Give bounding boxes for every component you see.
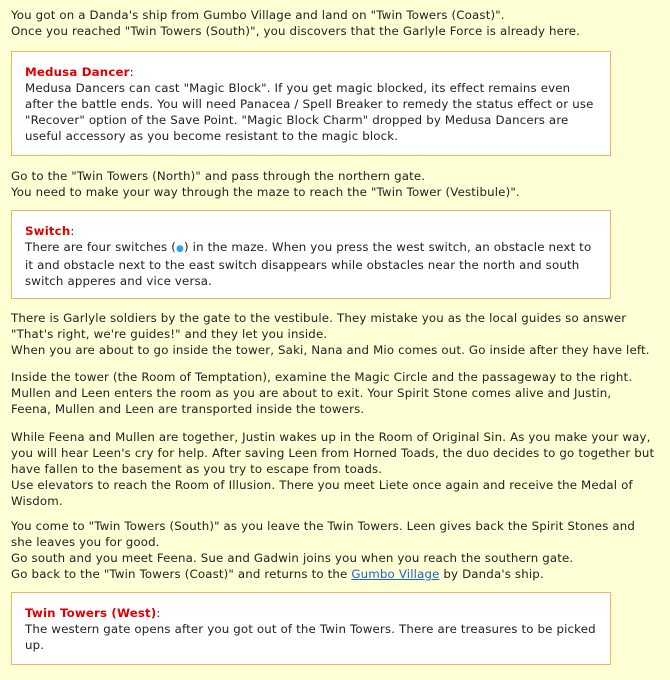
original-sin-line: Use elevators to reach the Room of Illusion. There you meet Liete once again and receive the Medal of	[11, 478, 633, 492]
note-colon: :	[70, 224, 75, 238]
switch-dot-icon: ●	[175, 244, 184, 254]
note-heading	[25, 223, 598, 239]
south-line: she leaves you for good.	[11, 535, 160, 549]
temptation-line: Inside the tower (the Room of Temptation), examine the Magic Circle and the passageway to the right.	[11, 370, 633, 384]
south-line: Go south and you meet Feena. Sue and Gadwin joins you when you reach the southern gate.	[11, 551, 574, 565]
temptation-line: Feena, Mullen and Leen are transported inside the towers.	[11, 402, 365, 416]
original-sin-line: have fallen to the basement as you try to escape from toads.	[11, 462, 383, 476]
original-sin-line: While Feena and Mullen are together, Justin wakes up in the Room of Original Sin. As you make your way,	[11, 430, 651, 444]
note-line	[25, 239, 598, 257]
medusa-dancer-note	[11, 51, 611, 156]
north-paragraph	[11, 168, 520, 200]
note-title: Twin Towers (West)	[25, 606, 157, 620]
note-heading	[25, 64, 598, 80]
temptation-paragraph	[11, 369, 632, 417]
original-sin-line: you will hear Leen's cry for help. After saving Leen from Horned Toads, the duo decides to go together but	[11, 446, 655, 460]
note-line: it and obstacle next to the east switch disappears while obstacles near the north and south	[25, 258, 580, 272]
note-heading	[25, 605, 598, 621]
note-text: ) in the maze. When you press the west switch, an obstacle next to	[184, 240, 592, 254]
vestibule-line: When you are about to go inside the tower, Saki, Nana and Mio comes out. Go inside after they have left.	[11, 343, 650, 357]
south-text: by Danda's ship.	[439, 567, 544, 581]
temptation-line: Mullen and Leen enters the room as you are about to exit. Your Spirit Stone comes alive and Justin,	[11, 386, 612, 400]
note-line: The western gate opens after you got out of the Twin Towers. There are treasures to be picked	[25, 622, 596, 636]
vestibule-paragraph	[11, 310, 650, 358]
vestibule-line: There is Garlyle soldiers by the gate to the vestibule. They mistake you as the local guides so answer	[11, 311, 627, 325]
note-line: up.	[25, 638, 45, 652]
note-line: switch apperes and vice versa.	[25, 274, 213, 288]
note-title: Switch	[25, 224, 71, 238]
note-line: after the battle ends. You will need Panacea / Spell Breaker to remedy the status effect or use	[25, 97, 594, 111]
intro-paragraph	[11, 7, 580, 39]
intro-line: You got on a Danda's ship from Gumbo Village and land on "Twin Towers (Coast)".	[11, 8, 505, 22]
south-line: You come to "Twin Towers (South)" as you leave the Twin Towers. Leen gives back the Spirit Stones and	[11, 519, 636, 533]
south-text: Go back to the "Twin Towers (Coast)" and returns to the	[11, 567, 352, 581]
note-line: Medusa Dancers can cast "Magic Block". If you get magic blocked, its effect remains even	[25, 81, 571, 95]
original-sin-line: Wisdom.	[11, 494, 63, 508]
vestibule-line: "That's right, we're guides!" and they let you inside.	[11, 327, 328, 341]
twin-towers-west-note	[11, 592, 611, 665]
note-title: Medusa Dancer	[25, 65, 130, 79]
gumbo-village-link[interactable]: Gumbo Village	[351, 567, 440, 581]
north-line: You need to make your way through the maze to reach the "Twin Tower (Vestibule)".	[11, 185, 520, 199]
note-colon: :	[156, 606, 161, 620]
original-sin-paragraph	[11, 429, 654, 509]
north-line: Go to the "Twin Towers (North)" and pass through the northern gate.	[11, 169, 426, 183]
note-colon: :	[129, 65, 134, 79]
note-line: useful accessory as you become resistant to the magic block.	[25, 129, 399, 143]
note-text: There are four switches (	[25, 240, 176, 254]
south-line	[11, 566, 635, 582]
intro-line: Once you reached "Twin Towers (South)", you discovers that the Garlyle Force is already here.	[11, 24, 581, 38]
switch-note	[11, 210, 611, 299]
south-paragraph	[11, 518, 635, 582]
note-line: "Recover" option of the Save Point. "Magic Block Charm" dropped by Medusa Dancers are	[25, 113, 569, 127]
